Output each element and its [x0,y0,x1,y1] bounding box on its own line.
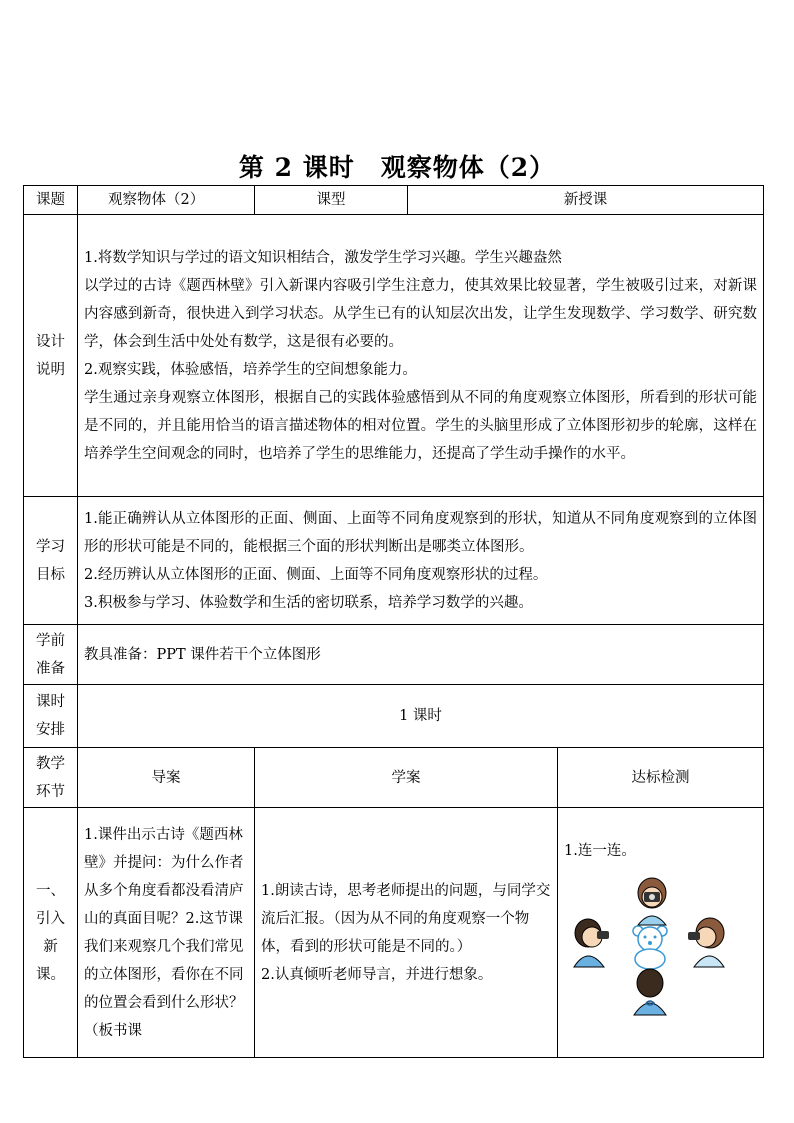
design-label-line1: 设计 [36,333,65,350]
design-row [24,215,764,497]
schedule-label [24,685,78,748]
type-label: 课型 [255,186,408,215]
section-label-line2: 环节 [36,783,65,800]
step1-label-line2: 引入 [36,910,65,927]
top-child-figure [638,878,666,925]
design-paragraph: 学生通过亲身观察立体图形，根据自己的实践体验感悟到从不同的角度观察立体图形，所看到的形状可能是不同的，并且能用恰当的语言描述物体的相对位置。学生的头脑里形成了立体图形初步的轮廓，这样在培养学生空间观念的同时，也培养了学生的思维能力，还提高了学生动手操作的水平。 [84,389,757,462]
design-paragraph: 1.将数学知识与学过的语文知识相结合，激发学生学习兴趣。学生兴趣盎然 [84,249,562,266]
goals-row [24,497,764,625]
prep-label-line2: 准备 [36,660,65,677]
goal-item: 1.能正确辨认从立体图形的正面、侧面、上面等不同角度观察到的形状，知道从不同角度观察到的立体图形的形状可能是不同的，能根据三个面的形状判断出是哪类立体图形。 [84,510,757,555]
step1-label [24,808,78,1058]
goals-label [24,497,78,625]
prep-row [24,625,764,685]
goals-label-line1: 学习 [36,538,65,555]
study-column-header: 学案 [255,748,558,808]
design-paragraph: 2.观察实践，体验感悟，培养学生的空间想象能力。 [84,361,417,378]
step1-guide: 1.课件出示古诗《题西林壁》并提问：为什么作者从多个角度看都没看清庐山的真面目呢？2.这节课我们来观察几个我们常见的立体图形，看你在不同的位置会看到什么形状？（板书课 [78,808,255,1058]
goals-label-line2: 目标 [36,566,65,583]
prep-label-line1: 学前 [36,632,65,649]
section-header-row [24,748,764,808]
topic-value: 观察物体（2） [78,186,255,215]
section-label [24,748,78,808]
test-column-header: 达标检测 [558,748,764,808]
bottom-child-figure [634,969,666,1015]
schedule-label-line2: 安排 [36,722,65,738]
step1-label-line3: 新课。 [36,938,65,983]
page-title: 第 2 课时 观察物体（2） [238,153,556,182]
header-row [24,186,764,215]
step1-row [24,808,764,1058]
goals-content [78,497,764,625]
design-label-line2: 说明 [36,361,65,378]
step1-label-line1: 一、 [36,882,65,899]
observers-illustration [564,871,734,1019]
design-content [78,215,764,497]
goal-item: 2.经历辨认从立体图形的正面、侧面、上面等不同角度观察形状的过程。 [84,566,548,583]
topic-label: 课题 [24,186,78,215]
study-item: 2.认真倾听老师导言，并进行想象。 [261,966,493,983]
type-value: 新授课 [408,186,764,215]
right-child-figure [688,918,724,967]
goal-item: 3.积极参与学习、体验数学和生活的密切联系，培养学习数学的兴趣。 [84,594,533,611]
step1-study [255,808,558,1058]
design-label [24,215,78,497]
design-paragraph: 以学过的古诗《题西林壁》引入新课内容吸引学生注意力，使其效果比较显著，学生被吸引过来，对新课内容感到新奇，很快进入到学习状态。从学生已有的认知层次出发，让学生发现数学、学习数学、研究数学，体会到生活中处处有数学，这是很有必要的。 [84,277,757,350]
step1-test [558,808,764,1058]
test-title: 1.连一连。 [564,842,636,859]
schedule-row [24,685,764,748]
lesson-plan-table [23,185,764,1058]
guide-column-header: 导案 [78,748,255,808]
teddy-bear-icon [633,926,667,969]
prep-label [24,625,78,685]
study-item: 1.朗读古诗，思考老师提出的问题，与同学交流后汇报。（因为从不同的角度观察一个物体，看到的形状可能是不同的。） [261,882,551,955]
schedule-label-line1: 课时 [36,694,65,710]
schedule-content: 1 课时 [78,685,764,748]
left-child-figure [574,919,609,967]
section-label-line1: 教学 [36,755,65,772]
prep-content: 教具准备：PPT 课件若干个立体图形 [78,625,764,685]
